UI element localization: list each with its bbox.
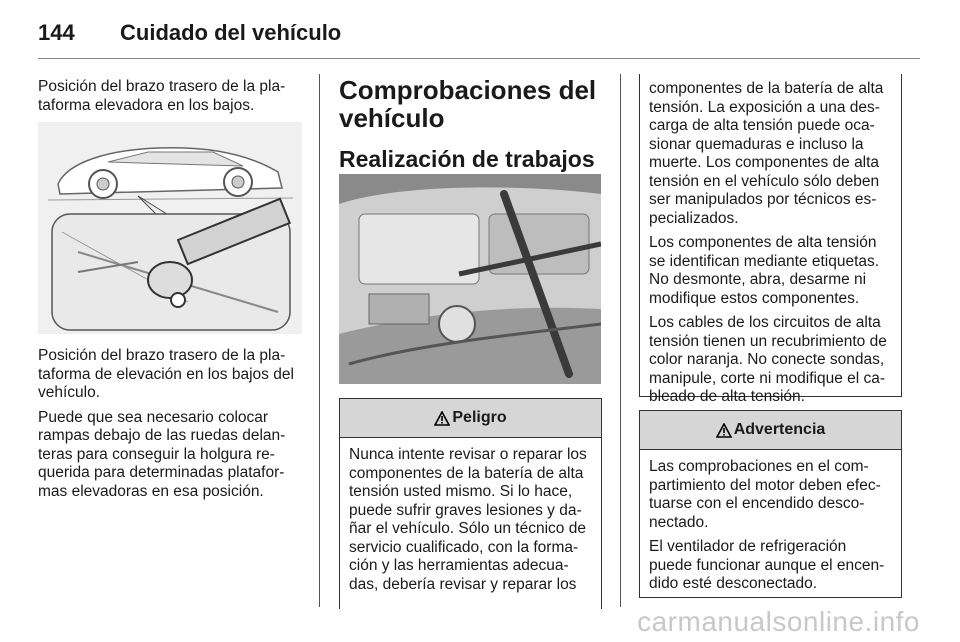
section-heading: Comprobaciones del vehículo bbox=[339, 75, 597, 133]
column-1-text bbox=[38, 347, 304, 507]
warning-triangle-icon bbox=[716, 423, 732, 438]
caption-lift-position: Posición del brazo trasero de la pla-taforma elevadora en los bajos. bbox=[38, 78, 286, 114]
column-1 bbox=[38, 78, 304, 121]
column-2 bbox=[339, 76, 601, 172]
illustration-lift-arm bbox=[38, 122, 302, 334]
continued-body bbox=[640, 74, 901, 407]
continued-box bbox=[639, 74, 902, 405]
danger-title: Peligro bbox=[452, 409, 507, 426]
hv-paragraph-3: Los cables de los circuitos de alta tensión tienen un recubrimiento de color naranja. No conecte sondas, manipule, corte ni modifique el ca-bleado de alta tensión. bbox=[649, 314, 887, 405]
hv-paragraph-2: Los componentes de alta tensión se identifican mediante etiquetas. No desmonte, abra, desarme ni modifique estos componentes. bbox=[649, 234, 880, 307]
warning-title: Advertencia bbox=[733, 421, 826, 438]
warning-body bbox=[640, 450, 901, 594]
warning-header bbox=[640, 411, 901, 450]
page-number: 144 bbox=[38, 20, 75, 45]
chapter-title: Cuidado del vehículo bbox=[120, 20, 342, 45]
warning-triangle-icon bbox=[434, 411, 450, 426]
watermark: carmanualsonline.info bbox=[637, 606, 920, 637]
illustration-engine-bay bbox=[339, 174, 601, 384]
danger-header bbox=[340, 399, 601, 438]
danger-text: Nunca intente revisar o reparar los componentes de la batería de alta tensión usted mismo. Si lo hace, puede sufrir graves lesiones y da-ñar el vehículo. Sólo un técnico de servicio cualificado, con la forma-ción y las herramientas adecua-das, debería revisar y reparar los bbox=[349, 446, 587, 593]
warning-text-2: El ventilador de refrigeración puede funcionar aunque el encen-dido esté desconectado. bbox=[649, 538, 885, 592]
page-header bbox=[38, 12, 920, 52]
danger-box bbox=[339, 398, 602, 609]
subsection-heading: Realización de trabajos bbox=[339, 146, 595, 172]
header-rule bbox=[38, 58, 920, 59]
warning-text-1: Las comprobaciones en el com-partimiento del motor deben efec-tuarse con el encendido desco-nectado. bbox=[649, 458, 881, 531]
caption-lift-arm: Posición del brazo trasero de la pla-taforma de elevación en los bajos del vehículo. bbox=[38, 347, 294, 401]
paragraph-ramps: Puede que sea necesario colocar rampas debajo de las ruedas delan-teras para conseguir la holgura re-querida para determinadas platafor-mas elevadoras en esa posición. bbox=[38, 408, 286, 500]
danger-body bbox=[340, 438, 601, 594]
hv-paragraph-1: componentes de la batería de alta tensión. La exposición a una des-carga de alta tensión puede oca-sionar quemaduras e incluso la muerte. Los componentes de alta tensión en el vehículo sólo deben ser manipulados por técnicos es-pecializados. bbox=[649, 80, 884, 227]
column-divider bbox=[319, 74, 320, 607]
warning-box bbox=[639, 410, 902, 598]
column-divider bbox=[620, 74, 621, 607]
